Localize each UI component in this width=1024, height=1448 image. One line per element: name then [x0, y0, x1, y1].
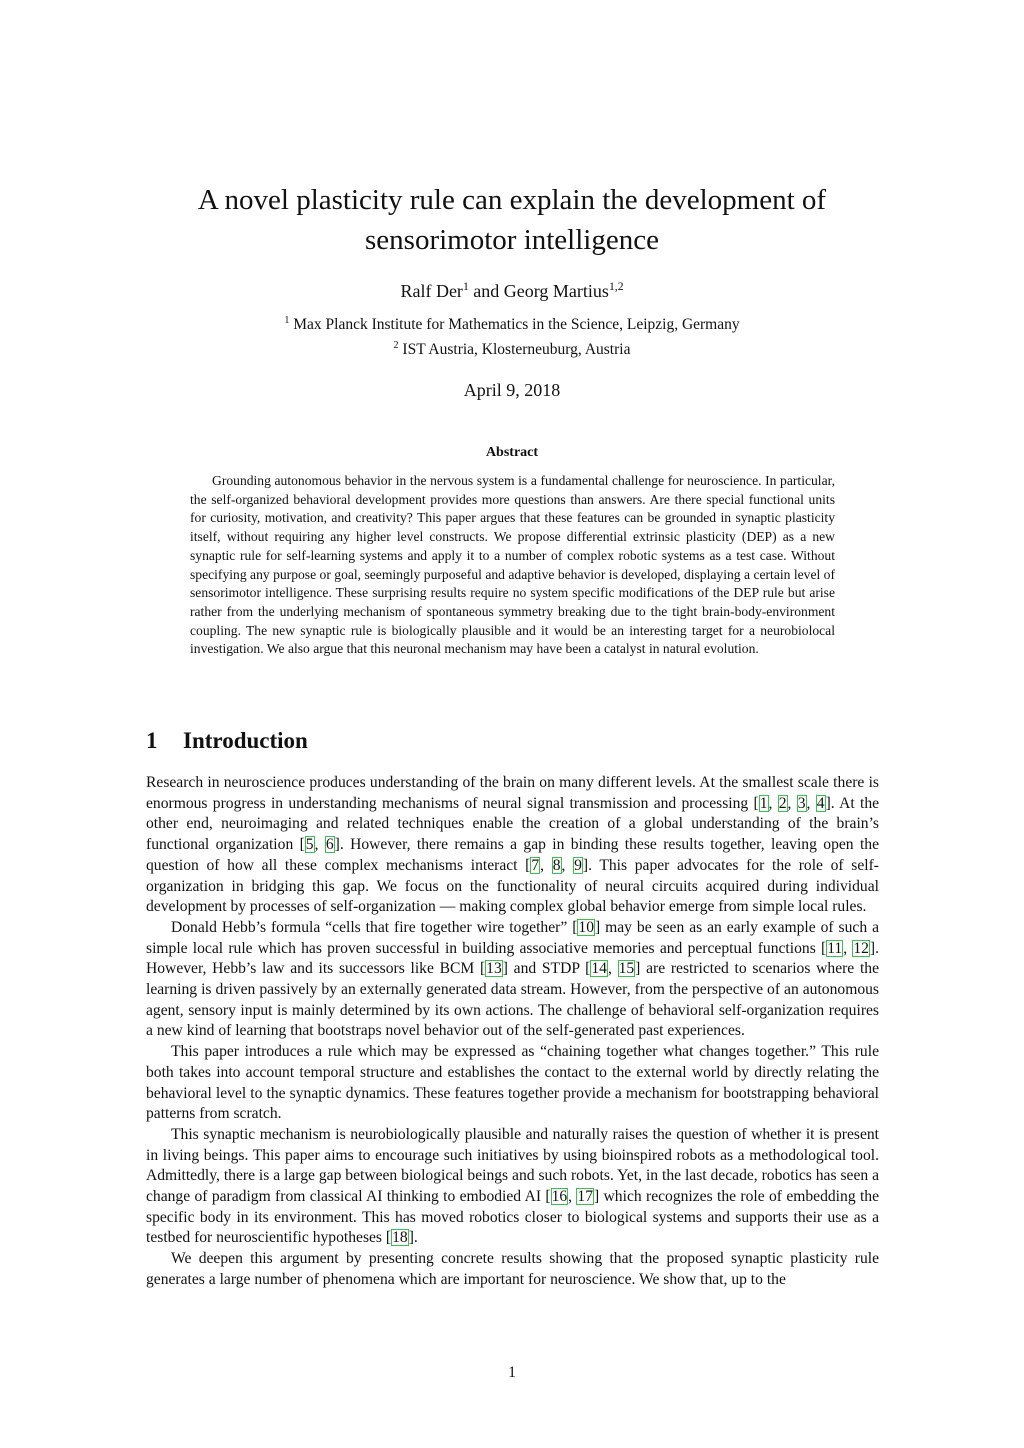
section-title: Introduction	[183, 728, 308, 753]
author-2-affil: 1,2	[608, 279, 624, 293]
section-heading	[146, 728, 308, 754]
citation-link[interactable]: 12	[853, 939, 869, 957]
citation-link[interactable]: 9	[574, 856, 582, 874]
title-line-2: sensorimotor intelligence	[365, 224, 659, 256]
paragraph-1: Research in neuroscience produces understanding of the brain on many different levels. At the smallest scale there is enormous progress in understanding mechanisms of neural signal transmission and processing [1, 2, 3, 4]. At the other end, neuroimaging and related techniques enable the creation of a global understanding of the brain’s functional organization [5, 6]. However, there remains a gap in binding these results together, leaving open the question of how all these complex mechanisms interact [7, 8, 9]. This paper advocates for the role of self-organization in bridging this gap. We focus on the functionality of neural circuits acquired during individual development by processes of self-organization — making complex global behavior emerge from simple local rules.	[146, 774, 880, 916]
paragraph-5: We deepen this argument by presenting concrete results showing that the proposed synaptic plasticity rule generates a large number of phenomena which are important for neuroscience. We show that, up to the	[146, 1250, 879, 1288]
citation-link[interactable]: 10	[578, 918, 594, 936]
text-run: ]. However, there remains a gap in binding these results together, leaving open the question of how all these complex mechanisms interact [	[146, 836, 879, 874]
citation-link[interactable]: 7	[531, 856, 540, 874]
citation-link[interactable]: 8	[552, 856, 561, 874]
affiliation-2-text: IST Austria, Klosterneuburg, Austria	[402, 341, 631, 358]
citation-link[interactable]: 5	[305, 836, 314, 854]
citation-link[interactable]: 3	[797, 794, 806, 812]
paper-date: April 9, 2018	[463, 380, 561, 400]
abstract-body: Grounding autonomous behavior in the nervous system is a fundamental challenge for neuroscience. In particular, the self-organized behavioral development provides more questions than answers. Are there special functional units for curiosity, motivation, and creativity? This paper argues that these features can be grounded in synaptic plasticity itself, without requiring any higher level constructs. We propose differential extrinsic plasticity (DEP) as a new synaptic rule for self-learning systems and apply it to a number of complex robotic systems as a test case. Without specifying any purpose or goal, seemingly purposeful and adaptive behavior is developed, displaying a certain level of sensorimotor intelligence. These surprising results require no system specific modifications of the DEP rule but arise rather from the underlying mechanism of spontaneous symmetry breaking due to the tight brain-body-environment coupling. The new synaptic rule is biologically plausible and it would be an interesting target for a neurobiolocal investigation. We also argue that this neuronal mechanism may have been a catalyst in natural evolution.	[190, 473, 835, 657]
authors	[0, 281, 1024, 302]
citation-link[interactable]: 18	[392, 1229, 408, 1247]
affiliation-1	[0, 316, 1024, 334]
text-run: Research in neuroscience produces understanding of the brain on many different levels. At the smallest scale there is enormous progress in understanding mechanisms of neural signal transmission and processing [	[146, 774, 879, 812]
citation-link[interactable]: 15	[618, 960, 635, 978]
text-run: ]. At the other end, neuroimaging and related techniques enable the creation of a global understanding of the brain’s functional organization [	[146, 794, 880, 854]
paragraph-2: Donald Hebb’s formula “cells that fire together wire together” [10] may be seen as an early example of such a simple local rule which has proven successful in building associative memories and perceptual functions [11, 12]. However, Hebb’s law and its successors like BCM [13] and STDP [14, 15] are restricted to scenarios where the learning is driven passively by an externally generated data stream. However, from the perspective of an autonomous agent, sensory input is mainly determined by its own actions. The challenge of behavioral self-organization requires a new kind of learning that bootstraps novel behavior out of the self-generated past experiences.	[146, 918, 880, 1040]
paper-title	[0, 180, 1024, 260]
citation-link[interactable]: 16	[551, 1188, 568, 1206]
title-line-1: A novel plasticity rule can explain the development of	[197, 184, 827, 216]
citation-link[interactable]: 4	[816, 794, 825, 812]
citation-link[interactable]: 17	[577, 1188, 594, 1206]
affiliation-1-mark: 1	[284, 314, 290, 326]
citation-link[interactable]: 14	[591, 960, 607, 978]
page-number: 1	[508, 1364, 516, 1381]
paragraph-3: This paper introduces a rule which may be expressed as “chaining together what changes together.” This rule both takes into account temporal structure and establishes the contact to the external world by directly relating the behavioral level to the synaptic dynamics. These features together provide a mechanism for bootstrapping behavioral patterns from scratch.	[146, 1043, 879, 1123]
author-1-affil: 1	[462, 279, 469, 293]
text-run: ] which recognizes the role of embedding the specific body in its environment. This has moved robotics closer to biological systems and supports their use as a testbed for neuroscientific hypotheses [	[146, 1188, 880, 1247]
text-run: ] and STDP [	[502, 960, 591, 978]
citation-link[interactable]: 2	[778, 794, 787, 812]
citation-link[interactable]: 13	[486, 960, 502, 978]
text-run: ].	[408, 1229, 418, 1247]
text-run: Donald Hebb’s formula “cells that fire together wire together” [	[171, 918, 578, 936]
text-run: ] are restricted to scenarios where the learning is driven passively by an externally generated data stream. However, from the perspective of an autonomous agent, sensory input is mainly determined by its own actions. The challenge of behavioral self-organization requires a new kind of learning that bootstraps novel behavior out of the self-generated past experiences.	[146, 960, 879, 1040]
citation-link[interactable]: 6	[325, 836, 334, 854]
body-text	[146, 773, 879, 1291]
abstract-heading: Abstract	[485, 445, 539, 460]
section-number: 1	[146, 728, 158, 753]
text-run: ]. However, Hebb’s law and its successors like BCM [	[146, 939, 880, 978]
text-run: This synaptic mechanism is neurobiologically plausible and naturally raises the question of whether it is present in living beings. This paper aims to encourage such initiatives by using bioinspired robots as a methodological tool. Admittedly, there is a large gap between biological beings and such robots. Yet, in the last decade, robotics has seen a change of paradigm from classical AI thinking to embodied AI [	[146, 1125, 879, 1206]
affiliation-2-mark: 2	[393, 339, 399, 351]
text-run: ]. This paper advocates for the role of self-organization in bridging this gap. We focus on the functionality of neural circuits acquired during individual development by processes of self-organization — making complex global behavior emerge from simple local rules.	[146, 856, 879, 916]
author-1: Ralf Der	[400, 281, 463, 301]
citation-link[interactable]: 11	[827, 939, 843, 957]
citation-link[interactable]: 1	[759, 794, 768, 812]
affiliation-1-text: Max Planck Institute for Mathematics in the Science, Leipzig, Germany	[293, 316, 740, 333]
affiliation-2	[0, 341, 1024, 359]
paragraph-4: This synaptic mechanism is neurobiologically plausible and naturally raises the question of whether it is present in living beings. This paper aims to encourage such initiatives by using bioinspired robots as a methodological tool. Admittedly, there is a large gap between biological beings and such robots. Yet, in the last decade, robotics has seen a change of paradigm from classical AI thinking to embodied AI [16, 17] which recognizes the role of embedding the specific body in its environment. This has moved robotics closer to biological systems and supports their use as a testbed for neuroscientific hypotheses [18].	[146, 1125, 880, 1247]
text-run: ] may be seen as an early example of such a simple local rule which has proven successful in building associative memories and perceptual functions [	[146, 918, 879, 957]
author-2: and Georg Martius	[473, 281, 609, 301]
